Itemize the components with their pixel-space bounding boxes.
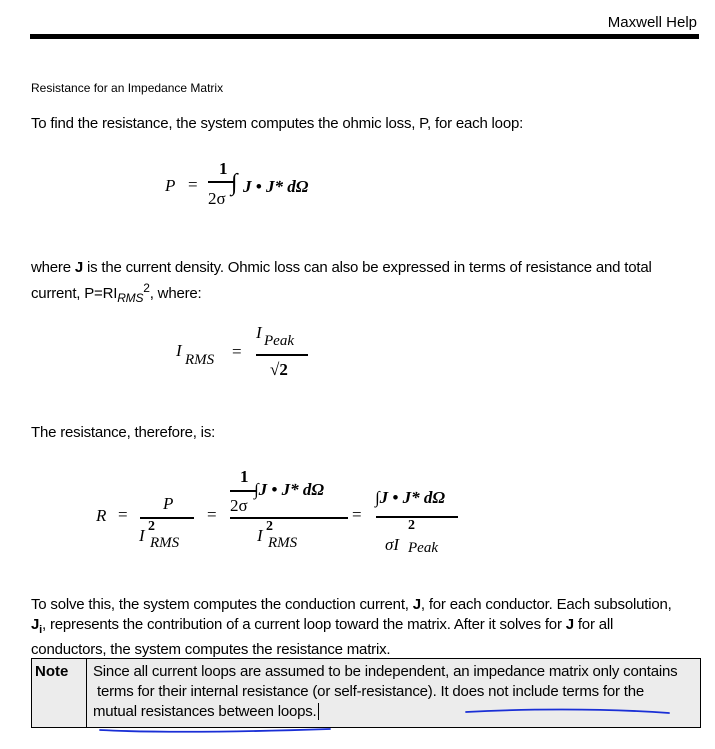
ink-underline-2 xyxy=(100,729,330,732)
eq3-f3-num: ∫J • J* dΩ xyxy=(375,488,446,507)
eq3-f3-den: σI xyxy=(385,535,400,554)
eq2-denominator: √2 xyxy=(270,360,288,379)
note-label: Note xyxy=(35,663,69,680)
eq1-numerator: 1 xyxy=(219,159,228,178)
eq2-numerator: I xyxy=(256,323,262,342)
eq3-f3-den-sub: Peak xyxy=(408,540,438,556)
eq3-f2-den: I xyxy=(257,526,263,545)
p4-l3: conductors, the system computes the resistance matrix. xyxy=(31,641,391,658)
eq2-numerator-sub: Peak xyxy=(264,333,294,349)
p2-text-b: is the current density. Ohmic loss can also be expressed in terms of resistance and total xyxy=(82,259,652,276)
eq2-lhs: I xyxy=(176,341,182,360)
eq3-f1-den-sub: RMS xyxy=(150,535,180,551)
eq2-lhs-sub: RMS xyxy=(185,352,215,368)
eq3-f1-den-sup: 2 xyxy=(148,519,155,534)
section-heading: Resistance for an Impedance Matrix xyxy=(31,81,224,95)
eq3-equals-2: = xyxy=(207,505,217,524)
p4-l1-b: , for each conductor. Each subsolution, xyxy=(420,596,672,613)
eq3-f1-num: P xyxy=(163,494,174,513)
eq1-equals: = xyxy=(188,175,198,194)
eq3-f2-den-sup: 2 xyxy=(266,519,273,534)
p4-l2-c: for all xyxy=(573,616,614,633)
note-line-2: terms for their internal resistance (or self-resistance). It does not include terms for the xyxy=(97,683,645,700)
paragraph-ohmic-loss: To find the resistance, the system computes the ohmic loss, P, for each loop: xyxy=(31,115,524,132)
p4-l2-b: , represents the contribution of a current loop toward the matrix. After it solves for xyxy=(42,616,566,633)
ink-underline-1 xyxy=(466,710,669,714)
p4-l1-J: J xyxy=(412,596,421,613)
eq2-equals: = xyxy=(232,342,242,361)
eq3-f2-num-body: ∫J • J* dΩ xyxy=(254,480,325,499)
eq1-lhs: P xyxy=(165,176,176,195)
p2-line2-end: , where: xyxy=(149,285,202,302)
note-line-1: Since all current loops are assumed to be independent, an impedance matrix only contains xyxy=(93,663,678,680)
p2-text-a: where xyxy=(31,259,75,276)
eq3-f2-den-sub: RMS xyxy=(268,535,298,551)
header-title: Maxwell Help xyxy=(607,14,697,31)
note-line-3-text: mutual resistances between loops. xyxy=(93,703,317,720)
p4-l2-J: J xyxy=(31,616,40,633)
eq3-equals-1: = xyxy=(118,505,128,524)
p2-J: J xyxy=(74,259,83,276)
eq1-body: J • J* dΩ xyxy=(243,177,309,196)
p4-l2-sub-i: i xyxy=(39,624,43,636)
eq1-denominator: 2σ xyxy=(208,189,226,208)
p2-sub-rms: RMS xyxy=(117,291,144,305)
eq3-equals-3: = xyxy=(352,505,362,524)
eq3-lhs: R xyxy=(96,506,107,525)
p2-line2-start: current, P=RI xyxy=(31,285,118,302)
eq3-f3-den-sup: 2 xyxy=(408,518,415,533)
p4-l2-J2: J xyxy=(565,616,574,633)
p2-sup-2: 2 xyxy=(143,281,150,295)
eq3-f2-num-num: 1 xyxy=(240,467,249,486)
paragraph-resistance-is: The resistance, therefore, is: xyxy=(31,424,216,441)
eq3-f2-num-den: 2σ xyxy=(230,496,248,515)
p4-l1-a: To solve this, the system computes the conduction current, xyxy=(31,596,413,613)
eq3-f1-den: I xyxy=(139,526,145,545)
eq1-integral: ∫ xyxy=(231,170,238,196)
